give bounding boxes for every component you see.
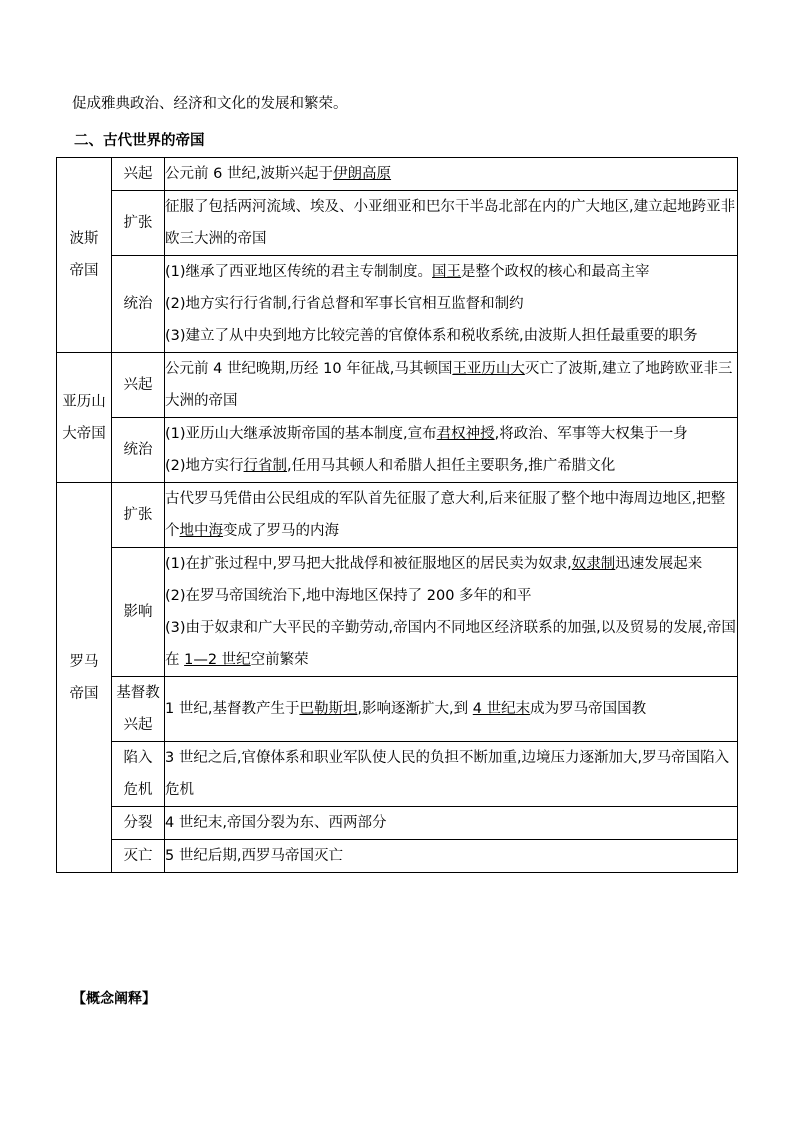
- aspect-label: 影响: [112, 548, 165, 677]
- aspect-label: 兴起: [112, 353, 165, 418]
- aspect-label: 统治: [112, 256, 165, 353]
- intro-paragraph: 促成雅典政治、经济和文化的发展和繁荣。: [72, 96, 348, 112]
- table-row: [57, 483, 738, 548]
- content-cell: 公元前 6 世纪,波斯兴起于伊朗高原: [165, 158, 738, 191]
- content-cell: (1)继承了西亚地区传统的君主专制制度。国王是整个政权的核心和最高主宰 (2)地方实行行省制,行省总督和军事长官相互监督和制约 (3)建立了从中央到地方比较完善的官僚体系和税收系统,由波斯人担任最重要的职务: [165, 256, 738, 353]
- content-cell: 古代罗马凭借由公民组成的军队首先征服了意大利,后来征服了整个地中海周边地区,把整个地中海变成了罗马的内海: [165, 483, 738, 548]
- aspect-label: 基督教 兴起: [112, 677, 165, 742]
- aspect-label: 统治: [112, 418, 165, 483]
- table-row: [57, 807, 738, 840]
- table-row: [57, 840, 738, 873]
- content-cell: 5 世纪后期,西罗马帝国灭亡: [165, 840, 738, 873]
- content-cell: 3 世纪之后,官僚体系和职业军队使人民的负担不断加重,边境压力逐渐加大,罗马帝国陷入危机: [165, 742, 738, 807]
- table-row: [57, 418, 738, 483]
- aspect-label: 分裂: [112, 807, 165, 840]
- empire-name-persia: 波斯 帝国: [57, 158, 112, 353]
- aspect-label: 灭亡: [112, 840, 165, 873]
- table-row: [57, 256, 738, 353]
- empire-name-rome: 罗马 帝国: [57, 483, 112, 873]
- table-row: [57, 677, 738, 742]
- content-cell: (1)在扩张过程中,罗马把大批战俘和被征服地区的居民卖为奴隶,奴隶制迅速发展起来 (2)在罗马帝国统治下,地中海地区保持了 200 多年的和平 (3)由于奴隶和广大平民的辛勤劳动,帝国内不同地区经济联系的加强,以及贸易的发展,帝国在 1—2 世纪空前繁荣: [165, 548, 738, 677]
- concept-heading: 【概念阐释】: [72, 991, 156, 1007]
- content-cell: 征服了包括两河流域、埃及、小亚细亚和巴尔干半岛北部在内的广大地区,建立起地跨亚非欧三大洲的帝国: [165, 191, 738, 256]
- section-title: 二、古代世界的帝国: [74, 133, 205, 149]
- table-row: [57, 191, 738, 256]
- table-row: [57, 548, 738, 677]
- table-row: [57, 158, 738, 191]
- aspect-label: 陷入 危机: [112, 742, 165, 807]
- table-row: [57, 742, 738, 807]
- content-cell: 公元前 4 世纪晚期,历经 10 年征战,马其顿国王亚历山大灭亡了波斯,建立了地跨欧亚非三大洲的帝国: [165, 353, 738, 418]
- empires-table: [56, 157, 738, 873]
- content-cell: (1)亚历山大继承波斯帝国的基本制度,宣布君权神授,将政治、军事等大权集于一身 (2)地方实行行省制,任用马其顿人和希腊人担任主要职务,推广希腊文化: [165, 418, 738, 483]
- aspect-label: 扩张: [112, 191, 165, 256]
- aspect-label: 扩张: [112, 483, 165, 548]
- table-row: [57, 353, 738, 418]
- content-cell: 1 世纪,基督教产生于巴勒斯坦,影响逐渐扩大,到 4 世纪末成为罗马帝国国教: [165, 677, 738, 742]
- empire-name-alexander: 亚历山 大帝国: [57, 353, 112, 483]
- aspect-label: 兴起: [112, 158, 165, 191]
- content-cell: 4 世纪末,帝国分裂为东、西两部分: [165, 807, 738, 840]
